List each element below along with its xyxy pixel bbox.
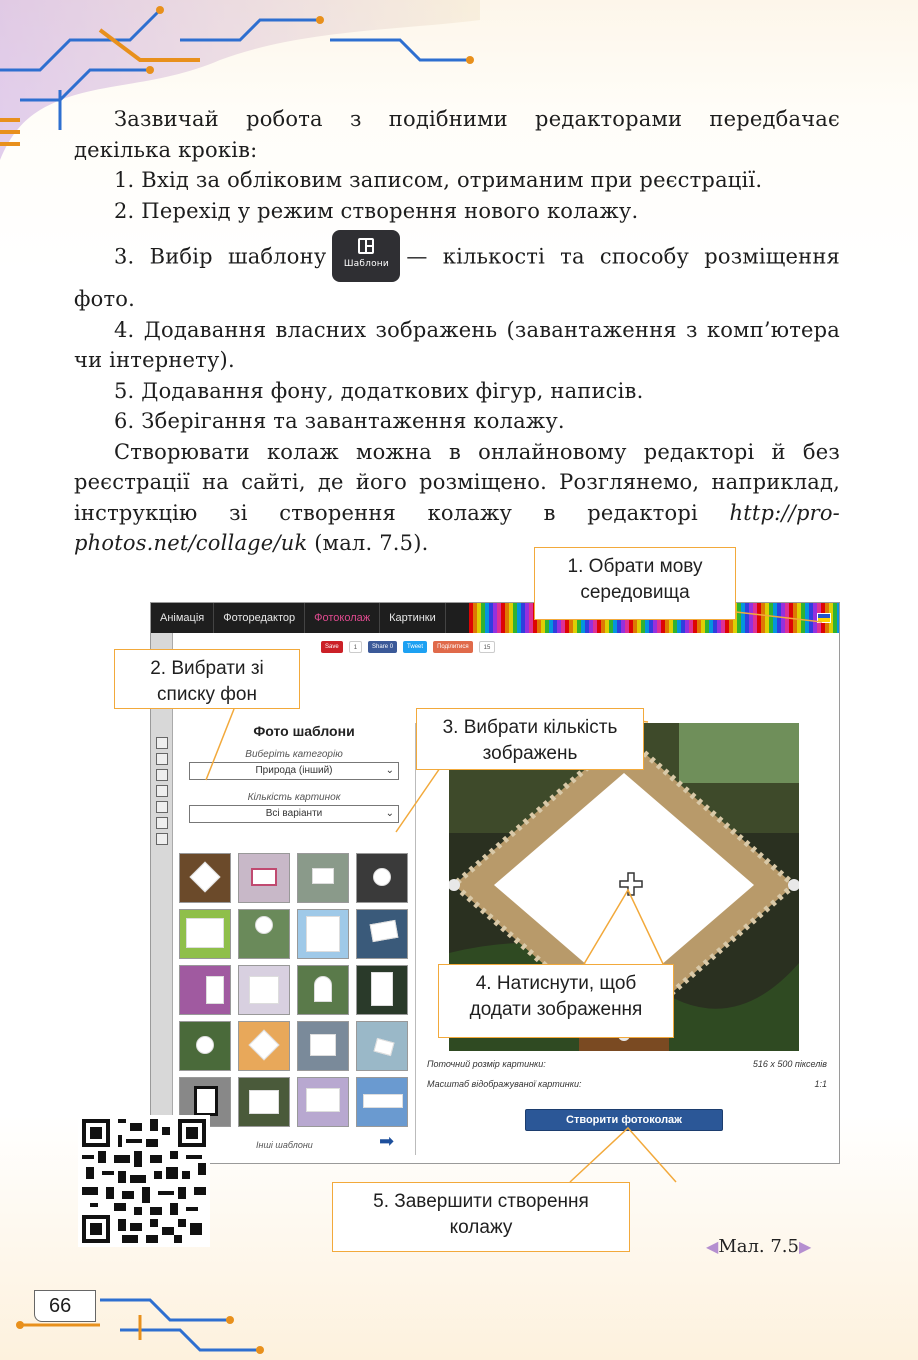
paragraph-2-text: Створювати колаж можна в онлайновому редакторі й без реєстрації на сайті, де його розміщено. Розглянемо, наприклад, інструкцію зі створення колажу в редакторі — [74, 439, 840, 525]
chevron-down-icon: ⌄ — [385, 765, 394, 776]
templates-icon — [358, 238, 374, 254]
callout-4-add-image: 4. Натиснути, щоб додати зображення — [438, 964, 674, 1038]
paragraph-2-ref: (мал. 7.5). — [314, 531, 429, 555]
share-bar — [321, 641, 495, 653]
nav-pictures[interactable]: Картинки — [380, 603, 446, 633]
template-thumb[interactable] — [179, 853, 231, 903]
template-thumb[interactable] — [238, 965, 290, 1015]
nav-collage[interactable]: Фотоколаж — [305, 603, 380, 633]
callout-2-background: 2. Вибрати зі списку фон — [114, 649, 300, 709]
callout-1-language: 1. Обрати мову середовища — [534, 547, 736, 620]
template-thumb[interactable] — [297, 909, 349, 959]
tweet-button[interactable]: Tweet — [403, 641, 427, 653]
templates-button-image — [332, 230, 400, 282]
callout-5-finish: 5. Завершити створення колажу — [332, 1182, 630, 1252]
template-thumb[interactable] — [297, 1021, 349, 1071]
template-thumb[interactable] — [297, 1077, 349, 1127]
tool-icon[interactable] — [156, 817, 168, 829]
more-templates-link[interactable]: Інші шаблони — [256, 1140, 313, 1150]
step-3-end: — кількості та способу розміщення фото. — [74, 244, 840, 311]
create-collage-button[interactable]: Створити фотоколаж — [525, 1109, 723, 1131]
share-count: 15 — [479, 641, 496, 653]
intro-paragraph: Зазвичай робота з подібними редакторами передбачає декілька кроків: — [74, 107, 840, 162]
category-select[interactable] — [189, 762, 399, 780]
templates-button-label: Шаблони — [343, 259, 389, 269]
panel-divider — [415, 723, 416, 1155]
paragraph-2 — [74, 437, 840, 559]
template-thumb[interactable] — [238, 1077, 290, 1127]
template-thumb[interactable] — [238, 1021, 290, 1071]
arrow-right-icon[interactable]: ➡ — [379, 1131, 395, 1151]
scale-row — [427, 1079, 827, 1089]
figure-label-text: Мал. 7.5 — [718, 1236, 799, 1257]
step-4: 4. Додавання власних зображень (завантаження з комп’ютера чи інтернету). — [74, 317, 840, 372]
template-thumb[interactable] — [356, 1021, 408, 1071]
template-thumb[interactable] — [179, 965, 231, 1015]
count-label: Кількість картинок — [247, 792, 341, 803]
count-select[interactable] — [189, 805, 399, 823]
step-3-start: 3. Вибір шаблону — [114, 244, 327, 269]
category-value: Природа (інший) — [255, 765, 333, 776]
category-label: Виберіть категорію — [245, 749, 343, 760]
current-size-row — [427, 1059, 827, 1069]
triangle-right-icon: ▶ — [798, 1237, 812, 1256]
tool-icon[interactable] — [156, 753, 168, 765]
template-thumb[interactable] — [356, 909, 408, 959]
triangle-left-icon: ◀ — [706, 1237, 719, 1256]
step-1: 1. Вхід за обліковим записом, отриманим при реєстрації. — [114, 168, 763, 192]
nav-photo-editor[interactable]: Фоторедактор — [214, 603, 305, 633]
template-thumb[interactable] — [356, 1077, 408, 1127]
current-size-label: Поточний розмір картинки: — [427, 1059, 546, 1069]
figure-label — [706, 1236, 811, 1257]
template-thumb[interactable] — [356, 853, 408, 903]
scale-label: Масштаб відображуваної картинки: — [427, 1079, 582, 1089]
step-2: 2. Перехід у режим створення нового колажу. — [114, 198, 639, 223]
template-thumb[interactable] — [238, 909, 290, 959]
tool-icon[interactable] — [156, 737, 168, 749]
tool-icon[interactable] — [156, 769, 168, 781]
template-thumb[interactable] — [356, 965, 408, 1015]
tool-icon[interactable] — [156, 785, 168, 797]
template-thumb[interactable] — [297, 853, 349, 903]
scale-value: 1:1 — [814, 1079, 827, 1089]
tool-icon[interactable] — [156, 801, 168, 813]
template-thumb[interactable] — [297, 965, 349, 1015]
main-text — [74, 104, 840, 559]
step-5: 5. Додавання фону, додаткових фігур, написів. — [114, 378, 644, 403]
template-thumb[interactable] — [179, 1021, 231, 1071]
collage-url: http://pro-photos.net/collage/uk — [74, 500, 840, 555]
current-size-value: 516 x 500 пікселів — [752, 1059, 827, 1069]
step-6: 6. Зберігання та завантаження колажу. — [114, 409, 565, 433]
templates-panel — [179, 723, 409, 823]
template-thumb[interactable] — [179, 909, 231, 959]
page-number: 66 — [34, 1290, 96, 1322]
tool-strip — [151, 633, 173, 1164]
panel-title: Фото шаблони — [253, 723, 355, 739]
save-count: 1 — [349, 641, 362, 653]
language-flag-icon[interactable] — [817, 613, 831, 623]
share-button[interactable]: Поділитися — [433, 641, 473, 653]
nav-animation[interactable]: Анімація — [151, 603, 214, 633]
step-3 — [74, 232, 840, 315]
template-thumbnails — [179, 853, 411, 1127]
chevron-down-icon: ⌄ — [385, 808, 394, 819]
facebook-share-button[interactable]: Share 0 — [368, 641, 397, 653]
tool-icon[interactable] — [156, 833, 168, 845]
qr-code — [78, 1115, 210, 1247]
template-thumb[interactable] — [238, 853, 290, 903]
callout-3-count: 3. Вибрати кількість зображень — [416, 708, 644, 770]
count-value: Всі варіанти — [265, 808, 323, 819]
pinterest-save-button[interactable]: Save — [321, 641, 343, 653]
